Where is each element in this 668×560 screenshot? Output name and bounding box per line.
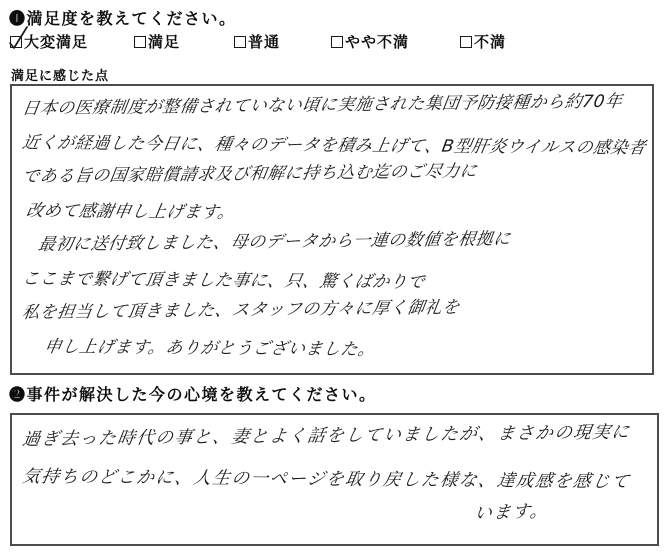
checkbox-option-satisfied[interactable] xyxy=(134,31,180,52)
checkbox-label: 普通 xyxy=(248,35,281,51)
question1-title: ❶満足度を教えてください。 xyxy=(9,11,237,28)
checkbox-label: 満足 xyxy=(148,35,181,51)
handwritten-line: 申し上げます。ありがとうございました。 xyxy=(42,337,378,360)
checkbox-somewhat-dissatisfied[interactable] xyxy=(331,36,343,48)
checkbox-dissatisfied[interactable] xyxy=(460,36,472,48)
checkbox-label: 不満 xyxy=(474,35,507,51)
feelings-answer-box xyxy=(10,413,659,546)
checkbox-neutral[interactable] xyxy=(234,36,246,48)
checkbox-option-very-satisfied[interactable] xyxy=(10,31,88,52)
checkbox-very-satisfied[interactable] xyxy=(10,36,22,48)
handwritten-line: 最初に送付致しました、母のデータから一連の数値を根拠に xyxy=(36,229,513,256)
handwritten-line: 気持ちのどこかに、人生の一ページを取り戻した様な、達成感を感じて xyxy=(20,467,632,493)
handwritten-line: 私を担当して頂きました、スタッフの方々に厚く御礼を xyxy=(20,297,462,324)
checkbox-label: 大変満足 xyxy=(24,35,89,51)
satisfaction-options-row xyxy=(0,31,668,53)
checkbox-option-dissatisfied[interactable] xyxy=(460,31,506,52)
handwritten-line: 近くが経過した今日に、種々のデータを積み上げて、B型肝炎ウイルスの感染者 xyxy=(20,133,648,159)
handwritten-line: います。 xyxy=(473,501,551,525)
satisfaction-answer-box xyxy=(10,84,654,375)
checkbox-option-somewhat-dissatisfied[interactable] xyxy=(331,31,409,52)
satisfaction-points-label: 満足に感じた点 xyxy=(11,68,110,83)
handwritten-line: 改めて感謝申し上げます。 xyxy=(24,201,237,223)
handwritten-line: ここまで繋げて頂きました事に、只、驚くばかりで xyxy=(20,269,427,293)
checkbox-satisfied[interactable] xyxy=(134,36,146,48)
handwritten-line: 過ぎ去った時代の事と、妻とよく話をしていましたが、まさかの現実に xyxy=(20,422,632,451)
question2-title: ❷事件が解決した今の心境を教えてください。 xyxy=(9,387,377,404)
handwritten-line: である旨の国家賠償請求及び和解に持ち込む迄のご尽力に xyxy=(20,161,479,188)
handwritten-line: 日本の医療制度が整備されていない頃に実施された集団予防接種から約70年 xyxy=(20,91,624,120)
checkbox-label: やや不満 xyxy=(345,35,410,51)
checkbox-option-neutral[interactable] xyxy=(234,31,280,52)
